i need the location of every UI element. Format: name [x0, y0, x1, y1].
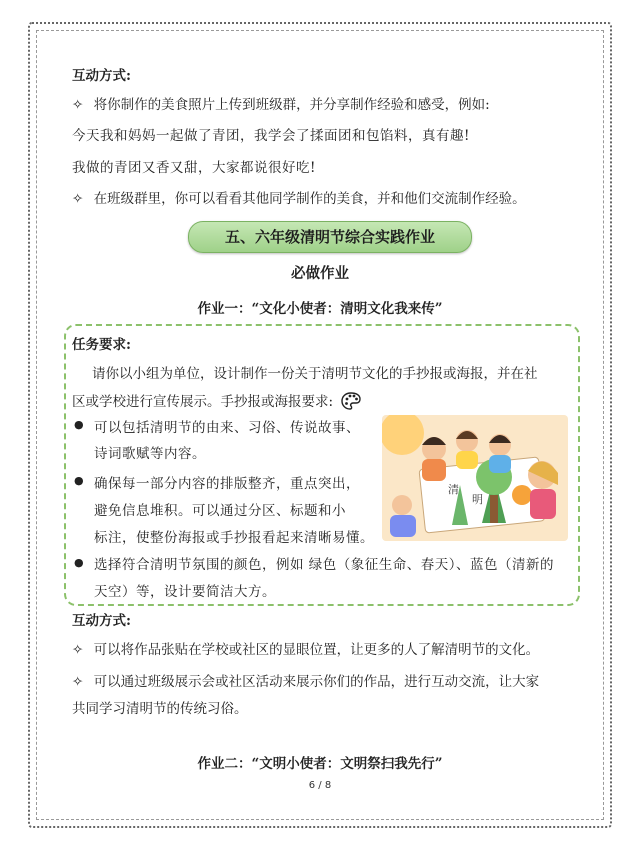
list-bullet: ●: [74, 474, 84, 487]
requirement-1-line-1: 可以包括清明节的由来、习俗、传说故事、: [94, 420, 360, 436]
interaction-heading-2: 互动方式:: [72, 613, 131, 629]
required-homework-title: 必做作业: [291, 265, 349, 282]
interaction-heading-1: 互动方式:: [72, 68, 131, 84]
section-title: 五、六年级清明节综合实践作业: [188, 221, 472, 253]
requirement-3-line-1: 选择符合清明节氛围的颜色，例如 绿色（象征生命、春天）、蓝色（清新的: [94, 557, 555, 573]
diamond-bullet-icon: ✧: [72, 191, 84, 207]
homework-2-title: 作业二：“文明小使者：文明祭扫我先行”: [197, 756, 443, 772]
homework-1-title: 作业一：“文化小使者：清明文化我来传”: [197, 301, 443, 317]
poster-glyph-2: 明: [472, 493, 483, 506]
interaction-item-3: ✧ 可以将作品张贴在学校或社区的显眼位置，让更多的人了解清明节的文化。: [72, 642, 540, 658]
page-number: 6 / 8: [308, 780, 332, 791]
example-line-2: 我做的青团又香又甜，大家都说很好吃!: [72, 160, 316, 176]
interaction-item-1: ✧ 将你制作的美食照片上传到班级群，并分享制作经验和感受，例如:: [72, 97, 490, 113]
requirement-2-line-2: 避免信息堆积。可以通过分区、标题和小: [94, 503, 346, 519]
children-poster-illustration: [382, 415, 568, 541]
requirement-2-line-1: 确保每一部分内容的排版整齐，重点突出，: [94, 476, 360, 492]
task-intro-line-1: 请你以小组为单位，设计制作一份关于清明节文化的手抄报或海报，并在社: [92, 366, 538, 382]
diamond-bullet-icon: ✧: [72, 97, 84, 113]
diamond-bullet-icon: ✧: [72, 674, 84, 690]
interaction-item-2: ✧ 在班级群里，你可以看看其他同学制作的美食，并和他们交流制作经验。: [72, 191, 526, 207]
interaction-item-4-line-1: ✧ 可以通过班级展示会或社区活动来展示你们的作品，进行互动交流，让大家: [72, 674, 540, 690]
poster-glyph-1: 清: [448, 483, 459, 496]
task-intro-line-2: 区或学校进行宣传展示。手抄报或海报要求:: [72, 390, 361, 415]
requirement-1-line-2: 诗词歌赋等内容。: [94, 446, 206, 462]
list-bullet: ●: [74, 556, 84, 569]
requirement-2-line-3: 标注，使整份海报或手抄报看起来清晰易懂。: [94, 530, 374, 546]
palette-icon: [341, 391, 361, 415]
list-bullet: ●: [74, 418, 84, 431]
example-line-1: 今天我和妈妈一起做了青团，我学会了揉面团和包馅料，真有趣!: [72, 128, 470, 144]
diamond-bullet-icon: ✧: [72, 642, 84, 658]
requirement-3-line-2: 天空）等，设计要简洁大方。: [94, 584, 276, 600]
task-requirements-heading: 任务要求:: [72, 337, 131, 353]
interaction-item-4-line-2: 共同学习清明节的传统习俗。: [72, 701, 248, 717]
